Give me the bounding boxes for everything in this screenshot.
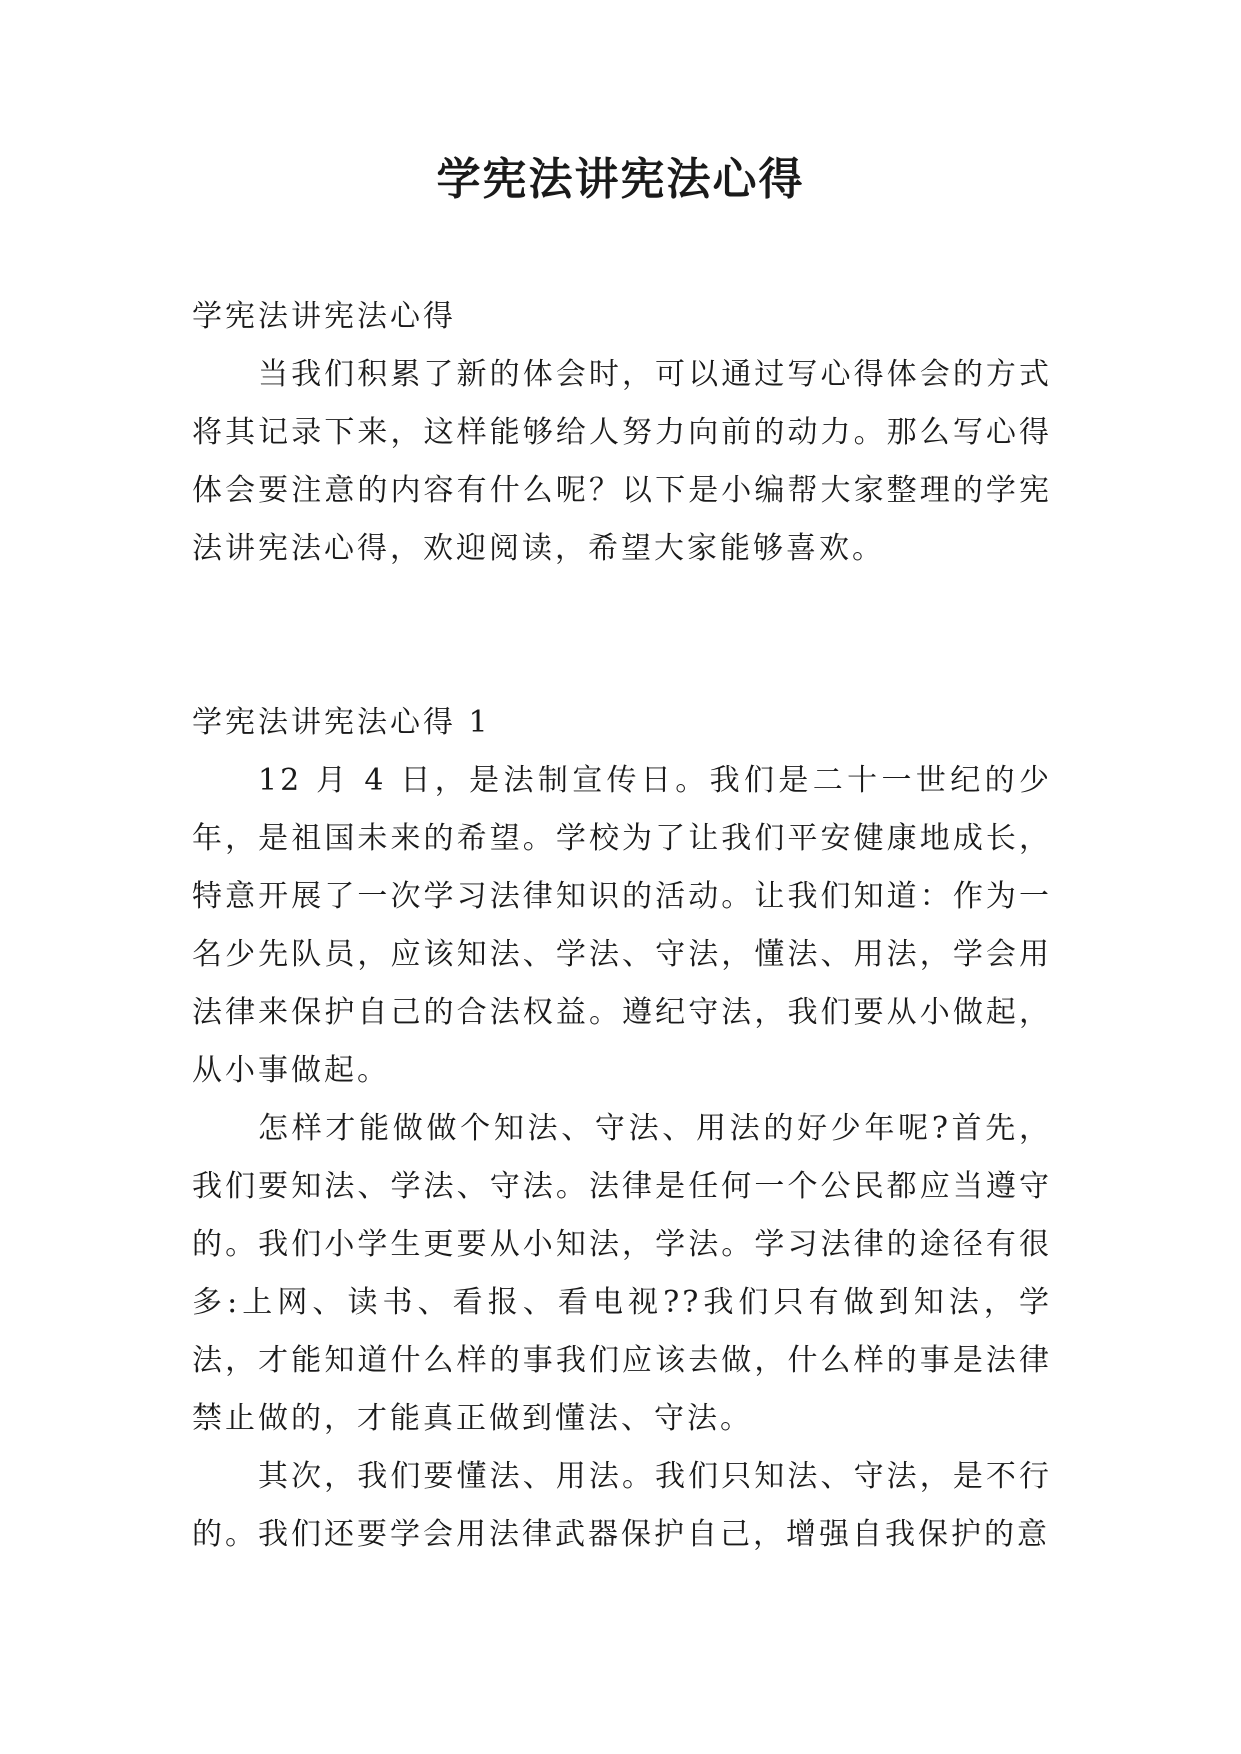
- section-heading: 学宪法讲宪法心得 1: [192, 705, 491, 740]
- section-paragraph: 怎样才能做做个知法、守法、用法的好少年呢?首先，我们要知法、学法、守法。法律是任何一个公民都应当遵守的。我们小学生更要从小知法，学法。学习法律的途径有很多:上网、读书、看报、看电视??我们只有做到知法，学法，才能知道什么样的事我们应该去做，什么样的事是法律禁止做的，才能真正做到懂法、守法。: [192, 1111, 1052, 1436]
- section-paragraph: 其次，我们要懂法、用法。我们只知法、守法，是不行的。我们还要学会用法律武器保护自己，增强自我保护的意: [192, 1459, 1052, 1552]
- intro-paragraph: 当我们积累了新的体会时，可以通过写心得体会的方式将其记录下来，这样能够给人努力向前的动力。那么写心得体会要注意的内容有什么呢？以下是小编帮大家整理的学宪法讲宪法心得，欢迎阅读，希望大家能够喜欢。: [192, 357, 1052, 566]
- section-paragraph: 12 月 4 日，是法制宣传日。我们是二十一世纪的少年，是祖国未来的希望。学校为了让我们平安健康地成长，特意开展了一次学习法律知识的活动。让我们知道：作为一名少先队员，应该知法、学法、守法，懂法、用法，学会用法律来保护自己的合法权益。遵纪守法，我们要从小做起，从小事做起。: [192, 763, 1052, 1088]
- document-title: 学宪法讲宪法心得: [436, 154, 805, 205]
- intro-heading: 学宪法讲宪法心得: [192, 299, 456, 334]
